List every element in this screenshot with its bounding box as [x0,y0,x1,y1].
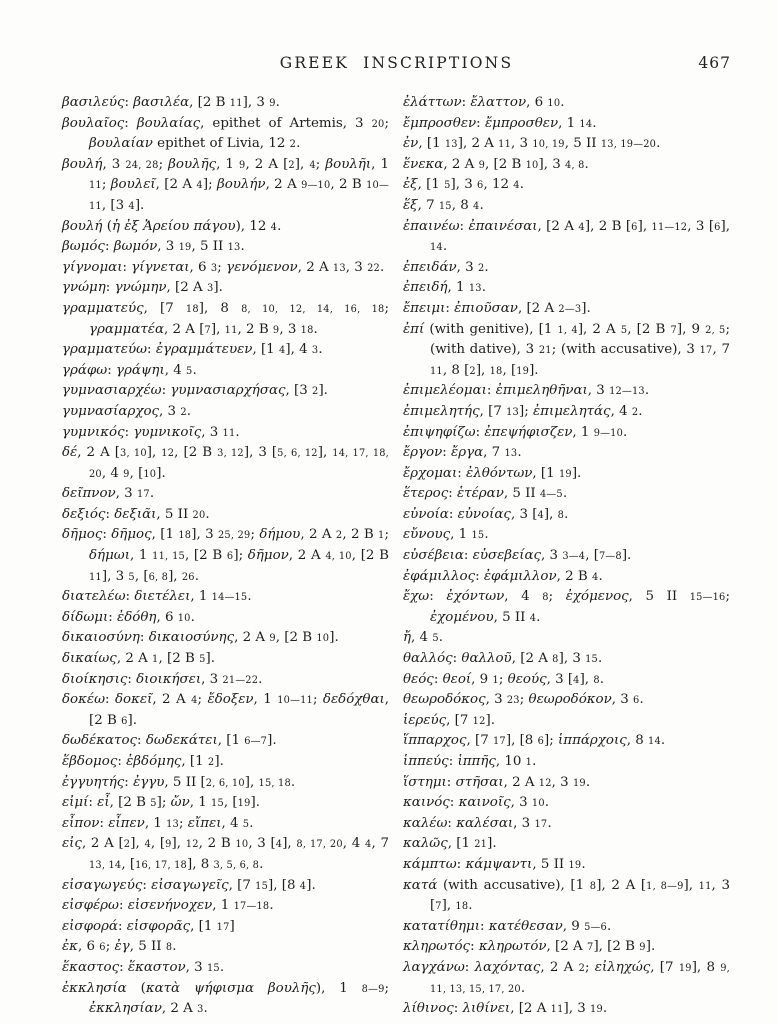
index-entry: εὐνοία: εὐνοίας, 3 [4], 8. [403,506,569,522]
index-entry: δεῖπνον, 3 17. [62,486,155,502]
index-entry: ἐπί (with genitive), [1 1, 4], 2 A 5, [2 B 7], 9 2, 5; (with dative), 3 21; (with accusative), 3 17, 7 11, 8 [2], 18, [19]. [403,321,731,378]
index-entry: ἐκκλησία (κατὰ ψήφισμα βουλῆς), 1 8—9; ἐκκλησίαν, 2 A 3. [62,980,390,1017]
index-column-right [403,93,730,1020]
index-entry: ἐκ, 6 6; ἐγ, 5 II 8. [62,939,177,955]
index-entry: ἔχω: ἐχόντων, 4 8; ἐχόμενος, 5 II 15—16; ἐχομένου, 5 II 4. [403,589,730,625]
index-entry: βουλαῖος: βουλαίας, epithet of Artemis, 3 20; βουλαίαν epithet of Livia, 12 2. [62,115,389,152]
index-entry: δεξιός: δεξιᾶι, 5 II 20. [62,506,210,522]
index-entry: ἔπειμι: ἐπιοῦσαν, [2 A 2—3]. [403,300,591,316]
index-entry: ἤ, 4 5. [403,630,444,646]
index-entry: ἐπιμελητής, [7 13]; ἐπιμελητάς, 4 2. [403,403,643,419]
index-entry: γίγνομαι: γίγνεται, 6 3; γενόμενον, 2 A 13, 3 22. [62,259,385,275]
page-number: 467 [698,54,731,72]
index-columns [62,93,731,1020]
index-entry: ἕνεκα, 2 A 9, [2 B 10], 3 4, 8. [403,156,589,172]
index-entry: ἔργον: ἔργα, 7 13. [403,445,522,461]
index-entry: κάμπτω: κάμψαντι, 5 II 19. [403,856,586,872]
index-entry: ἐπειδή, 1 13. [403,280,486,296]
index-entry: ἕκαστος: ἕκαστον, 3 15. [62,959,225,975]
index-entry: εἰσφορά: εἰσφορᾶς, [1 17] [62,918,235,934]
index-entry: ἐπειδάν, 3 2. [403,259,489,275]
index-entry: βουλή (ἡ ἐξ Ἀρείου πάγου), 12 4. [62,218,282,234]
index-entry: διοίκησις: διοικήσει, 3 21—22. [62,671,263,687]
index-entry: δικαίως, 2 A 1, [2 B 5]. [62,651,216,667]
index-entry: ἕξ, 7 15, 8 4. [403,197,484,213]
index-entry: κατατίθημι: κατέθεσαν, 9 5—6. [403,918,612,934]
index-entry: ἵστημι: στῆσαι, 2 A 12, 3 19. [403,774,591,790]
index-entry: εἰμί: εἶ, [2 B 5]; ὤν, 1 15, [19]. [62,795,261,811]
index-entry: ἱερεύς, [7 12]. [403,712,496,728]
index-entry: εἶπον: εἶπεν, 1 13; εἴπει, 4 5. [62,815,254,831]
index-entry: ἐπιψηφίζω: ἐπεψήφισζεν, 1 9—10. [403,424,628,440]
index-column-left [62,93,389,1020]
index-entry: θεωροδόκος, 3 23; θεωροδόκον, 3 6. [403,692,644,708]
index-entry: βουλή, 3 24, 28; βουλῆς, 1 9, 2 A [2], 4; βουλῆι, 1 11; βουλεῖ, [2 A 4]; βουλήν, 2 A 9—10, 2 B 10—11, [3 4]. [62,156,389,213]
index-entry: βωμός: βωμόν, 3 19, 5 II 13. [62,239,245,255]
index-entry: δικαιοσύνη: δικαιοσύνης, 2 A 9, [2 B 10]. [62,630,339,646]
index-entry: ἵππαρχος, [7 17], [8 6]; ἱππάρχοις, 8 14. [403,733,666,749]
index-entry: ἐφάμιλλος: ἐφάμιλλον, 2 B 4. [403,568,603,584]
index-entry: κατά (with accusative), [1 8], 2 A [1, 8—9], 11, 3 [7], 18. [403,877,730,914]
running-head [62,54,731,72]
index-entry: εὔνους, 1 15. [403,527,489,543]
index-entry: δέ, 2 A [3, 10], 12, [2 B 3, 12], 3 [5, 6, 12], 14, 17, 18, 20, 4 9, [10]. [62,445,389,481]
index-entry: εἰς, 2 A [2], 4, [9], 12, 2 B 10, 3 [4], 8, 17, 20, 4 4, 7 13, 14, [16, 17, 18], 8 3, 5, 6, 8. [62,836,389,872]
index-entry: ἐλάττων: ἔλαττον, 6 10. [403,95,565,110]
index-entry: εἰσαγωγεύς: εἰσαγωγεῖς, [7 15], [8 4]. [62,877,316,893]
index-entry: δοκέω: δοκεῖ, 2 A 4; ἔδοξεν, 1 10—11; δεδόχθαι, [2 B 6]. [62,692,390,728]
index-entry: ἐπαινέω: ἐπαινέσαι, [2 A 4], 2 B [6], 11—12, 3 [6], 14. [403,218,730,255]
index-entry: ἕτερος: ἑτέραν, 5 II 4—5. [403,486,568,502]
index-entry: διατελέω: διετέλει, 1 14—15. [62,589,252,605]
index-entry: καλῶς, [1 21]. [403,836,497,852]
index-entry: δῆμος: δῆμος, [1 18], 3 25, 29; δήμου, 2 A 2, 2 B 1; δήμωι, 1 11, 15, [2 B 6]; δῆμον, 2 A 4, 10, [2 B 11], 3 5, [6, 8], 26. [62,527,389,584]
index-entry: εἰσφέρω: εἰσενήνοχεν, 1 17—18. [62,898,274,914]
index-entry: βασιλεύς: βασιλέα, [2 B 11], 3 9. [62,95,280,110]
index-entry: ἔμπροσθεν: ἔμπροσθεν, 1 14. [403,115,597,131]
index-entry: γυμνασιαρχέω: γυμνασιαρχήσας, [3 2]. [62,383,328,399]
index-entry: γραμματεύς, [7 18], 8 8, 10, 12, 14, 16, 18; γραμματέα, 2 A [7], 11, 2 B 9, 3 18. [62,300,390,337]
index-entry: καλέω: καλέσαι, 3 17. [403,815,552,831]
index-entry: γυμνασίαρχος, 3 2. [62,403,192,419]
index-entry: γραμματεύω: ἐγραμμάτευεν, [1 4], 4 3. [62,342,323,358]
index-entry: λίθινος: λιθίνει, [2 A 11], 3 19. [403,1001,608,1017]
index-entry: ἐγγυητής: ἐγγυ, 5 II [2, 6, 10], 15, 18. [62,774,296,790]
index-entry: θεός: θεοί, 9 1; θεούς, 3 [4], 8. [403,671,605,687]
index-entry: γράφω: γράψηι, 4 5. [62,362,197,378]
index-entry: λαγχάνω: λαχόντας, 2 A 2; εἰληχώς, [7 19], 8 9, 11, 13, 15, 17, 20. [403,959,730,996]
index-entry: ἔρχομαι: ἐλθόντων, [1 19]. [403,465,582,481]
index-entry: δωδέκατος: δωδεκάτει, [1 6—7]. [62,733,277,749]
index-entry: ἐξ, [1 5], 3 6, 12 4. [403,177,524,193]
index-entry: ἐν, [1 13], 2 A 11, 3 10, 19, 5 II 13, 19—20. [403,136,661,152]
index-entry: γνώμη: γνώμην, [2 A 3]. [62,280,223,296]
index-entry: ἱππεύς: ἱππῆς, 10 1. [403,754,537,769]
index-entry: ἐπιμελέομαι: ἐπιμεληθῆναι, 3 12—13. [403,383,650,399]
index-entry: εὐσέβεια: εὐσεβείας, 3 3—4, [7—8]. [403,548,632,564]
index-entry: ἕβδομος: ἑβδόμης, [1 2]. [62,754,224,769]
index-entry: γυμνικός: γυμνικοῖς, 3 11. [62,424,240,440]
index-entry: κληρωτός: κληρωτόν, [2 A 7], [2 B 9]. [403,939,656,955]
index-entry: θαλλός: θαλλοῦ, [2 A 8], 3 15. [403,651,603,667]
page-title: GREEK INSCRIPTIONS [279,54,514,72]
index-entry: καινός: καινοῖς, 3 10. [403,795,550,811]
index-entry: δίδωμι: ἐδόθη, 6 10. [62,609,195,625]
